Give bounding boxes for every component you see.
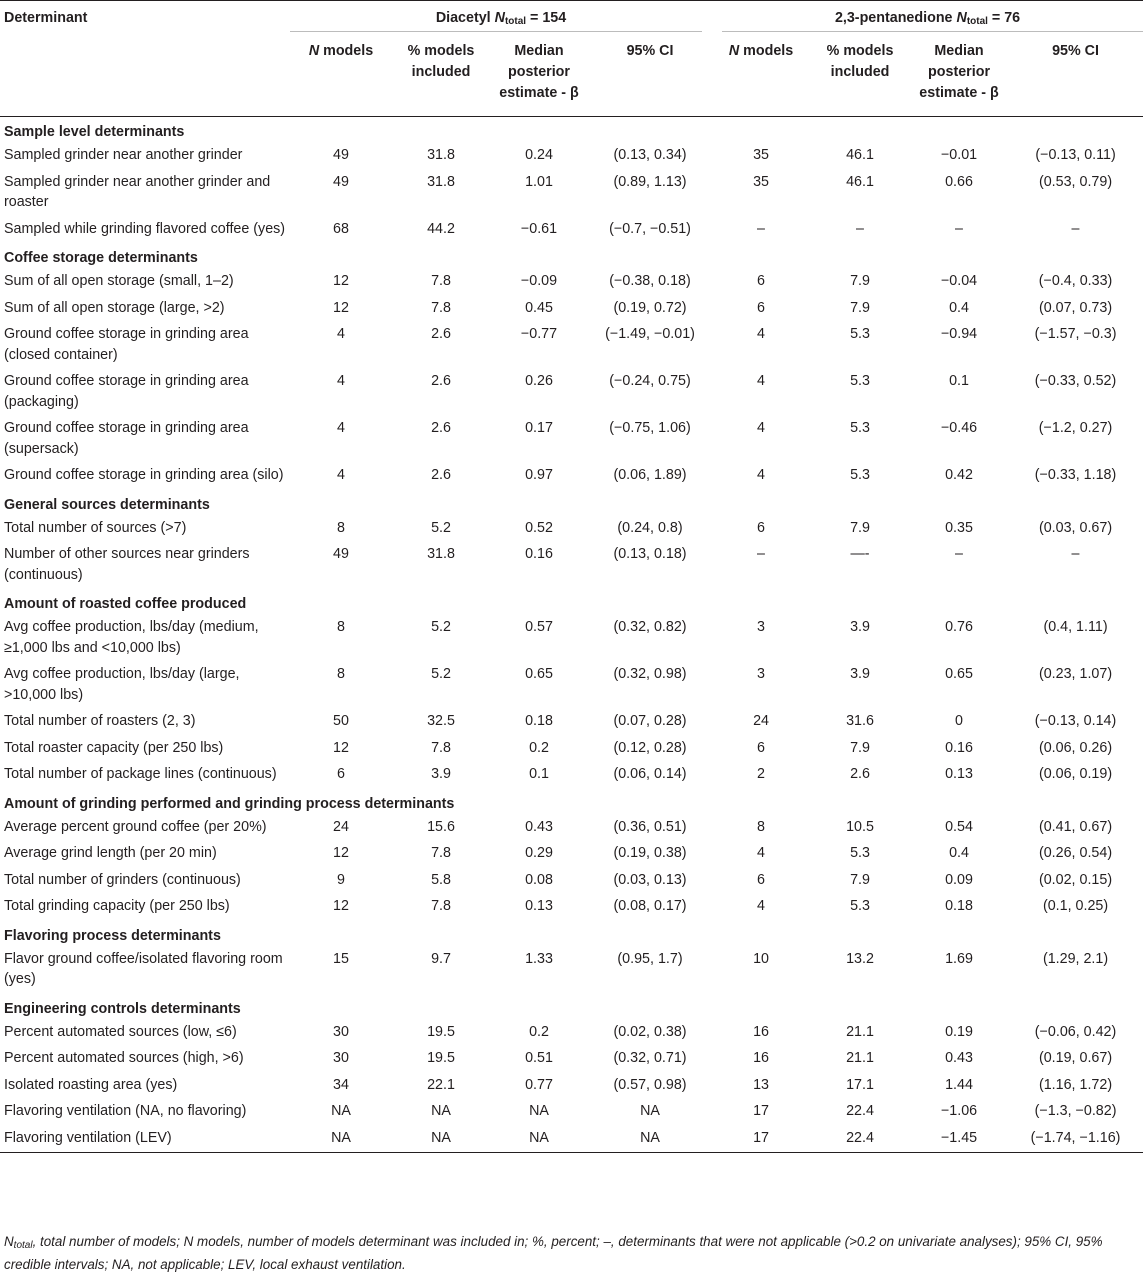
section-title: Amount of roasted coffee produced [4, 596, 247, 612]
ci-header: 95% CI [626, 42, 674, 59]
ci-pentanedione-cell: (0.53, 0.79) [1038, 173, 1113, 190]
diacetyl-group-header: Diacetyl $N_{total} = 154$ [290, 1, 712, 31]
median-pentanedione-cell: 0.43 [945, 1050, 973, 1066]
n-models-diacetyl-cell: NA [331, 1129, 351, 1146]
median-diacetyl-cell: −0.09 [520, 273, 558, 289]
median-pentanedione-cell: 0 [955, 713, 963, 729]
ci-pentanedione-cell: (0.02, 0.15) [1038, 871, 1113, 888]
median-pentanedione-cell: 1.69 [945, 950, 973, 967]
median-pentanedione-cell: 0.42 [945, 467, 973, 483]
ci-pentanedione-cell: (0.06, 0.26) [1038, 739, 1113, 756]
n-models-diacetyl-cell: 8 [337, 519, 345, 536]
pct-models-diacetyl-cell: 2.6 [431, 467, 451, 483]
ci-diacetyl-cell: NA [640, 1129, 660, 1146]
pct-models-pentanedione-cell: 21.1 [846, 1023, 874, 1040]
n-models-diacetyl-cell: 12 [333, 898, 349, 914]
n-models-diacetyl-cell: 24 [333, 818, 349, 835]
pct-models-diacetyl-cell: 2.6 [431, 420, 451, 436]
blank-header-cell [0, 31, 290, 117]
section-header-row [0, 994, 1143, 1020]
determinant-cell: Flavor ground coffee/isolated flavoring room (yes) [4, 950, 283, 987]
ci-diacetyl-cell: (−0.24, 0.75) [609, 373, 691, 389]
ci-diacetyl-cell: (0.13, 0.34) [613, 147, 687, 163]
median-diacetyl-cell: −0.77 [520, 326, 558, 342]
ci-diacetyl-cell: (0.24, 0.8) [617, 519, 683, 536]
median-diacetyl-cell: 0.17 [525, 420, 553, 436]
pct-models-pentanedione-cell: 3.9 [850, 619, 870, 635]
n-models-pentanedione-cell: 6 [757, 871, 765, 888]
pct-models-pentanedione-cell: 7.9 [850, 273, 870, 289]
ci-diacetyl-cell: NA [640, 1103, 660, 1119]
ci-diacetyl-cell: (0.08, 0.17) [613, 898, 687, 914]
median-pentanedione-cell: 0.18 [945, 898, 973, 914]
n-models-diacetyl-cell: 12 [333, 739, 349, 756]
section-header-row [0, 243, 1143, 269]
median-diacetyl-cell: −0.61 [520, 220, 558, 237]
header-row-groups [0, 1, 1143, 31]
table-row [0, 217, 1143, 244]
n-models-pentanedione-cell: – [757, 546, 765, 562]
n-models-diacetyl-cell: 49 [333, 147, 349, 163]
n-models-diacetyl-cell: 12 [333, 299, 349, 316]
pct-models-pentanedione-cell: 2.6 [850, 766, 870, 782]
pct-models-header-2: % models included [826, 42, 894, 80]
pct-models-diacetyl-cell: 31.8 [427, 147, 455, 163]
ci-diacetyl-cell: (0.32, 0.82) [613, 619, 687, 635]
pct-models-diacetyl-cell: 31.8 [427, 173, 455, 190]
pct-models-pentanedione-cell: – [856, 220, 864, 237]
median-diacetyl-cell: 0.97 [525, 467, 553, 483]
median-pentanedione-cell: – [955, 546, 963, 562]
determinant-cell: Number of other sources near grinders (continuous) [4, 546, 250, 583]
pct-models-diacetyl-cell: 44.2 [427, 220, 455, 237]
ci-diacetyl-cell: (0.95, 1.7) [617, 950, 683, 967]
n-models-diacetyl-cell: 4 [337, 326, 345, 342]
n-models-pentanedione-cell: 3 [757, 666, 765, 682]
table-row [0, 736, 1143, 763]
pct-models-diacetyl-cell: 5.8 [431, 871, 451, 888]
n-models-pentanedione-cell: 3 [757, 619, 765, 635]
n-models-pentanedione-cell: 35 [753, 173, 769, 190]
median-pentanedione-cell: 0.19 [945, 1023, 973, 1040]
median-diacetyl-cell: 0.43 [525, 818, 553, 835]
table-row [0, 369, 1143, 416]
n-models-pentanedione-cell: 13 [753, 1076, 769, 1093]
table-row [0, 296, 1143, 323]
median-pentanedione-cell: 0.1 [949, 373, 969, 389]
determinant-header: Determinant [4, 10, 88, 26]
ci-diacetyl-cell: (0.03, 0.13) [613, 871, 687, 888]
determinant-cell: Ground coffee storage in grinding area (packaging) [4, 373, 249, 410]
determinant-cell: Total roaster capacity (per 250 lbs) [4, 739, 224, 756]
ci-diacetyl-cell: (0.32, 0.98) [613, 666, 687, 682]
pct-models-diacetyl-cell: 5.2 [431, 519, 451, 536]
pct-models-pentanedione-cell: 7.9 [850, 871, 870, 888]
pct-models-pentanedione-cell: 5.3 [850, 845, 870, 861]
determinant-cell: Total number of package lines (continuous) [4, 766, 277, 782]
n-models-header-2: N models [728, 42, 794, 59]
n-models-pentanedione-cell: 10 [753, 950, 769, 967]
ci-pentanedione-cell: (0.1, 0.25) [1042, 898, 1109, 914]
median-diacetyl-cell: 0.45 [525, 299, 553, 316]
n-models-pentanedione-cell: 16 [753, 1050, 769, 1066]
ci-diacetyl-cell: (0.06, 0.14) [613, 766, 687, 782]
median-diacetyl-cell: 1.33 [525, 950, 553, 967]
n-models-pentanedione-cell: 17 [753, 1129, 769, 1146]
table-footnote: $N_{total}$, total number of models; N models, number of models determinant was included in; %, percent; –, determinants that were not applicable (>0.2 on univariate analyses); 95% CI, 95% credible intervals; NA, not applicable; LEV, local exhaust ventilation. [4, 1234, 1103, 1272]
table-row [0, 615, 1143, 662]
median-diacetyl-cell: 0.16 [525, 546, 553, 562]
ci-diacetyl-cell: (−0.38, 0.18) [609, 273, 691, 289]
pct-models-diacetyl-cell: 31.8 [427, 546, 455, 562]
n-models-pentanedione-cell: 6 [757, 519, 765, 536]
ci-pentanedione-cell: (−1.74, −1.16) [1030, 1129, 1121, 1146]
pct-models-pentanedione-cell: 22.4 [846, 1129, 874, 1146]
table-row [0, 1020, 1143, 1047]
n-models-diacetyl-cell: 50 [333, 713, 349, 729]
determinant-cell: Total number of sources (>7) [4, 519, 187, 536]
median-pentanedione-cell: −0.04 [940, 273, 978, 289]
table-row [0, 815, 1143, 842]
determinant-cell: Sampled grinder near another grinder [4, 147, 243, 163]
median-diacetyl-cell: NA [529, 1129, 549, 1146]
median-pentanedione-cell: 0.16 [945, 739, 973, 756]
ci-diacetyl-cell: (0.19, 0.38) [613, 845, 687, 861]
median-pentanedione-cell: 0.66 [945, 173, 973, 190]
pct-models-diacetyl-cell: 7.8 [431, 299, 451, 316]
ci-diacetyl-cell: (0.07, 0.28) [613, 713, 687, 729]
median-diacetyl-cell: 0.57 [525, 619, 553, 635]
pentanedione-group-header: 2,3-pentanedione $N_{total} = 76$ [712, 1, 1143, 31]
pct-models-diacetyl-cell: 5.2 [431, 666, 451, 682]
pct-models-header: % models included [407, 42, 475, 80]
n-models-diacetyl-cell: 4 [337, 373, 345, 389]
determinant-cell: Sum of all open storage (small, 1–2) [4, 273, 234, 289]
pct-models-pentanedione-cell: 46.1 [846, 173, 874, 190]
median-diacetyl-cell: 0.2 [529, 1023, 549, 1040]
median-diacetyl-cell: 0.13 [525, 898, 553, 914]
n-models-diacetyl-cell: 12 [333, 273, 349, 289]
header-row-columns [0, 31, 1143, 117]
pct-models-pentanedione-cell: 21.1 [846, 1050, 874, 1066]
pct-models-pentanedione-cell: 7.9 [850, 739, 870, 756]
n-models-pentanedione-cell: 6 [757, 739, 765, 756]
determinant-cell: Avg coffee production, lbs/day (large, >10,000 lbs) [4, 666, 240, 703]
section-title: Sample level determinants [4, 124, 185, 140]
determinant-cell: Sum of all open storage (large, >2) [4, 299, 225, 316]
n-models-diacetyl-cell: 49 [333, 173, 349, 190]
ci-pentanedione-cell: (1.29, 2.1) [1042, 950, 1109, 967]
table-row [0, 170, 1143, 217]
section-title: Engineering controls determinants [4, 1000, 241, 1017]
median-diacetyl-cell: 0.18 [525, 713, 553, 729]
table-row [0, 143, 1143, 170]
table-row [0, 868, 1143, 895]
pct-models-diacetyl-cell: NA [431, 1103, 451, 1119]
ci-pentanedione-cell: (0.4, 1.11) [1043, 619, 1108, 635]
ci-pentanedione-cell: (0.07, 0.73) [1038, 299, 1113, 316]
n-models-diacetyl-cell: 49 [333, 546, 349, 562]
n-models-diacetyl-cell: 8 [337, 666, 345, 682]
pct-models-diacetyl-cell: 19.5 [427, 1050, 455, 1066]
pct-models-pentanedione-cell: 5.3 [850, 373, 870, 389]
median-header: Median posterior estimate - β [499, 42, 579, 101]
median-diacetyl-cell: 0.08 [525, 871, 553, 888]
pct-models-diacetyl-cell: 7.8 [431, 273, 451, 289]
pct-models-pentanedione-cell: —- [850, 546, 870, 562]
determinant-cell: Ground coffee storage in grinding area (closed container) [4, 326, 249, 363]
ci-pentanedione-cell: (−0.06, 0.42) [1034, 1023, 1117, 1040]
median-pentanedione-cell: 0.76 [945, 619, 973, 635]
pct-models-pentanedione-cell: 5.3 [850, 898, 870, 914]
section-title: General sources determinants [4, 496, 210, 513]
ci-diacetyl-cell: (0.32, 0.71) [613, 1050, 687, 1066]
ci-diacetyl-cell: (0.89, 1.13) [613, 173, 687, 190]
pct-models-pentanedione-cell: 5.3 [850, 326, 870, 342]
median-header-2: Median posterior estimate - β [919, 42, 999, 101]
pct-models-pentanedione-cell: 46.1 [846, 147, 874, 163]
median-diacetyl-cell: 0.65 [525, 666, 553, 682]
determinant-cell: Average grind length (per 20 min) [4, 845, 217, 861]
section-title: Coffee storage determinants [4, 250, 198, 266]
ci-pentanedione-cell: (1.16, 1.72) [1038, 1076, 1113, 1093]
table-row [0, 463, 1143, 490]
median-pentanedione-cell: −0.94 [940, 326, 978, 342]
ci-pentanedione-cell: – [1071, 220, 1080, 237]
determinant-cell: Percent automated sources (low, ≤6) [4, 1023, 237, 1040]
section-header-row [0, 490, 1143, 516]
pct-models-pentanedione-cell: 22.4 [846, 1103, 874, 1119]
pct-models-diacetyl-cell: 3.9 [431, 766, 451, 782]
median-diacetyl-cell: NA [529, 1103, 549, 1119]
median-pentanedione-cell: 0.4 [949, 845, 969, 861]
n-models-pentanedione-cell: 4 [757, 420, 765, 436]
section-title: Amount of grinding performed and grinding process determinants [4, 795, 455, 812]
ci-pentanedione-cell: (−1.57, −0.3) [1034, 326, 1117, 342]
n-models-diacetyl-cell: 4 [337, 420, 345, 436]
median-pentanedione-cell: −1.06 [940, 1103, 978, 1119]
determinant-cell: Isolated roasting area (yes) [4, 1076, 178, 1093]
pct-models-pentanedione-cell: 3.9 [850, 666, 870, 682]
ci-diacetyl-cell: (−0.7, −0.51) [609, 220, 691, 237]
n-models-pentanedione-cell: 4 [757, 373, 765, 389]
n-models-pentanedione-cell: 6 [757, 273, 765, 289]
table-row [0, 269, 1143, 296]
section-header-row [0, 117, 1143, 144]
ci-pentanedione-cell: (0.26, 0.54) [1038, 845, 1113, 861]
median-pentanedione-cell: 0.13 [945, 766, 973, 782]
pct-models-diacetyl-cell: 7.8 [431, 739, 451, 756]
n-models-diacetyl-cell: 30 [333, 1050, 349, 1066]
determinant-cell: Ground coffee storage in grinding area (silo) [4, 467, 284, 483]
median-diacetyl-cell: 1.01 [525, 173, 553, 190]
median-pentanedione-cell: −1.45 [940, 1129, 978, 1146]
median-diacetyl-cell: 0.26 [525, 373, 553, 389]
pct-models-diacetyl-cell: 9.7 [431, 950, 451, 967]
n-models-pentanedione-cell: – [757, 220, 765, 237]
determinant-cell: Ground coffee storage in grinding area (supersack) [4, 420, 249, 457]
ci-diacetyl-cell: (−0.75, 1.06) [609, 420, 691, 436]
determinant-cell: Flavoring ventilation (NA, no flavoring) [4, 1103, 247, 1119]
section-header-row [0, 589, 1143, 615]
ci-diacetyl-cell: (0.02, 0.38) [613, 1023, 687, 1040]
pct-models-pentanedione-cell: 5.3 [850, 467, 870, 483]
median-pentanedione-cell: 0.09 [945, 871, 973, 888]
ci-pentanedione-cell: (−1.2, 0.27) [1038, 420, 1113, 436]
ci-pentanedione-cell: (0.03, 0.67) [1038, 519, 1113, 536]
n-models-diacetyl-cell: NA [331, 1103, 351, 1119]
table-row [0, 947, 1143, 994]
n-models-pentanedione-cell: 4 [757, 326, 765, 342]
ci-pentanedione-cell: (−0.4, 0.33) [1038, 273, 1113, 289]
median-pentanedione-cell: 0.35 [945, 519, 973, 536]
section-header-row [0, 921, 1143, 947]
n-models-pentanedione-cell: 4 [757, 898, 765, 914]
n-models-pentanedione-cell: 4 [757, 845, 765, 861]
median-diacetyl-cell: 0.29 [525, 845, 553, 861]
pct-models-diacetyl-cell: 15.6 [427, 818, 455, 835]
n-models-diacetyl-cell: 15 [333, 950, 349, 967]
pct-models-pentanedione-cell: 13.2 [846, 950, 874, 967]
pct-models-diacetyl-cell: 5.2 [431, 619, 451, 635]
determinant-cell: Sampled grinder near another grinder and roaster [4, 173, 271, 210]
pct-models-diacetyl-cell: NA [431, 1129, 451, 1146]
ci-pentanedione-cell: (0.23, 1.07) [1038, 666, 1113, 682]
table-row [0, 841, 1143, 868]
median-diacetyl-cell: 0.52 [525, 519, 553, 536]
median-diacetyl-cell: 0.77 [525, 1076, 553, 1093]
table-row [0, 1126, 1143, 1153]
median-pentanedione-cell: 1.44 [945, 1076, 973, 1093]
n-models-diacetyl-cell: 6 [337, 766, 345, 782]
table-row [0, 516, 1143, 543]
n-models-diacetyl-cell: 30 [333, 1023, 349, 1040]
table-row [0, 662, 1143, 709]
pct-models-diacetyl-cell: 19.5 [427, 1023, 455, 1040]
median-pentanedione-cell: 0.65 [945, 666, 973, 682]
pct-models-pentanedione-cell: 17.1 [846, 1076, 874, 1093]
section-title: Flavoring process determinants [4, 927, 221, 944]
ci-header-2: 95% CI [1052, 42, 1099, 59]
n-models-pentanedione-cell: 8 [757, 818, 765, 835]
n-models-diacetyl-cell: 8 [337, 619, 345, 635]
determinant-cell: Sampled while grinding flavored coffee (yes) [4, 220, 286, 237]
pct-models-diacetyl-cell: 7.8 [431, 898, 451, 914]
pct-models-diacetyl-cell: 32.5 [427, 713, 455, 729]
median-pentanedione-cell: −0.01 [940, 147, 978, 163]
pct-models-pentanedione-cell: 10.5 [846, 818, 874, 835]
table-row [0, 709, 1143, 736]
n-models-pentanedione-cell: 24 [753, 713, 769, 729]
pct-models-pentanedione-cell: 7.9 [850, 519, 870, 536]
median-diacetyl-cell: 0.51 [525, 1050, 553, 1066]
n-models-header: N models [308, 42, 374, 59]
n-models-diacetyl-cell: 4 [337, 467, 345, 483]
ci-diacetyl-cell: (0.13, 0.18) [613, 546, 687, 562]
table-row [0, 1046, 1143, 1073]
table-body [0, 117, 1143, 1153]
median-pentanedione-cell: 0.4 [949, 299, 969, 316]
ci-pentanedione-cell: (−0.33, 0.52) [1034, 373, 1117, 389]
ci-pentanedione-cell: (0.41, 0.67) [1038, 818, 1113, 835]
n-models-diacetyl-cell: 9 [337, 871, 345, 888]
pct-models-diacetyl-cell: 2.6 [431, 373, 451, 389]
n-models-pentanedione-cell: 2 [757, 766, 765, 782]
median-pentanedione-cell: −0.46 [940, 420, 978, 436]
median-diacetyl-cell: 0.24 [525, 147, 553, 163]
ci-pentanedione-cell: (−0.13, 0.11) [1035, 147, 1116, 163]
determinant-cell: Total number of grinders (continuous) [4, 871, 241, 888]
ci-diacetyl-cell: (0.36, 0.51) [613, 818, 687, 835]
table-row [0, 322, 1143, 369]
pct-models-diacetyl-cell: 7.8 [431, 845, 451, 861]
determinant-cell: Avg coffee production, lbs/day (medium, ≥1,000 lbs and <10,000 lbs) [4, 619, 259, 656]
pct-models-diacetyl-cell: 22.1 [427, 1076, 455, 1093]
ci-diacetyl-cell: (−1.49, −0.01) [605, 326, 695, 342]
ci-pentanedione-cell: (−1.3, −0.82) [1034, 1103, 1117, 1119]
ci-pentanedione-cell: (−0.33, 1.18) [1034, 467, 1117, 483]
ci-diacetyl-cell: (0.57, 0.98) [613, 1076, 687, 1093]
ci-pentanedione-cell: (−0.13, 0.14) [1034, 713, 1117, 729]
n-models-diacetyl-cell: 34 [333, 1076, 349, 1093]
n-models-diacetyl-cell: 12 [333, 845, 349, 861]
ci-diacetyl-cell: (0.06, 1.89) [613, 467, 687, 483]
pct-models-pentanedione-cell: 31.6 [846, 713, 874, 729]
n-models-pentanedione-cell: 4 [757, 467, 765, 483]
table-row [0, 542, 1143, 589]
pct-models-pentanedione-cell: 5.3 [850, 420, 870, 436]
ci-pentanedione-cell: (0.19, 0.67) [1038, 1050, 1113, 1066]
pct-models-diacetyl-cell: 2.6 [431, 326, 451, 342]
ci-pentanedione-cell: (0.06, 0.19) [1038, 766, 1113, 782]
determinant-cell: Total grinding capacity (per 250 lbs) [4, 898, 230, 914]
table-row [0, 762, 1143, 789]
median-diacetyl-cell: 0.2 [529, 739, 549, 756]
median-pentanedione-cell: 0.54 [945, 818, 973, 835]
determinant-cell: Total number of roasters (2, 3) [4, 713, 196, 729]
ci-diacetyl-cell: (0.12, 0.28) [613, 739, 687, 756]
pct-models-pentanedione-cell: 7.9 [850, 299, 870, 316]
table-row [0, 894, 1143, 921]
determinant-cell: Percent automated sources (high, >6) [4, 1050, 244, 1066]
n-models-pentanedione-cell: 6 [757, 299, 765, 316]
median-diacetyl-cell: 0.1 [529, 766, 549, 782]
median-pentanedione-cell: – [955, 220, 963, 237]
table-row [0, 416, 1143, 463]
determinant-cell: Average percent ground coffee (per 20%) [4, 818, 267, 835]
n-models-pentanedione-cell: 35 [753, 147, 769, 163]
table-row [0, 1073, 1143, 1100]
n-models-pentanedione-cell: 16 [753, 1023, 769, 1040]
ci-pentanedione-cell: – [1071, 546, 1080, 562]
determinant-cell: Flavoring ventilation (LEV) [4, 1129, 172, 1146]
ci-diacetyl-cell: (0.19, 0.72) [613, 299, 687, 316]
section-header-row [0, 789, 1143, 815]
table-row [0, 1099, 1143, 1126]
n-models-pentanedione-cell: 17 [753, 1103, 769, 1119]
n-models-diacetyl-cell: 68 [333, 220, 349, 237]
